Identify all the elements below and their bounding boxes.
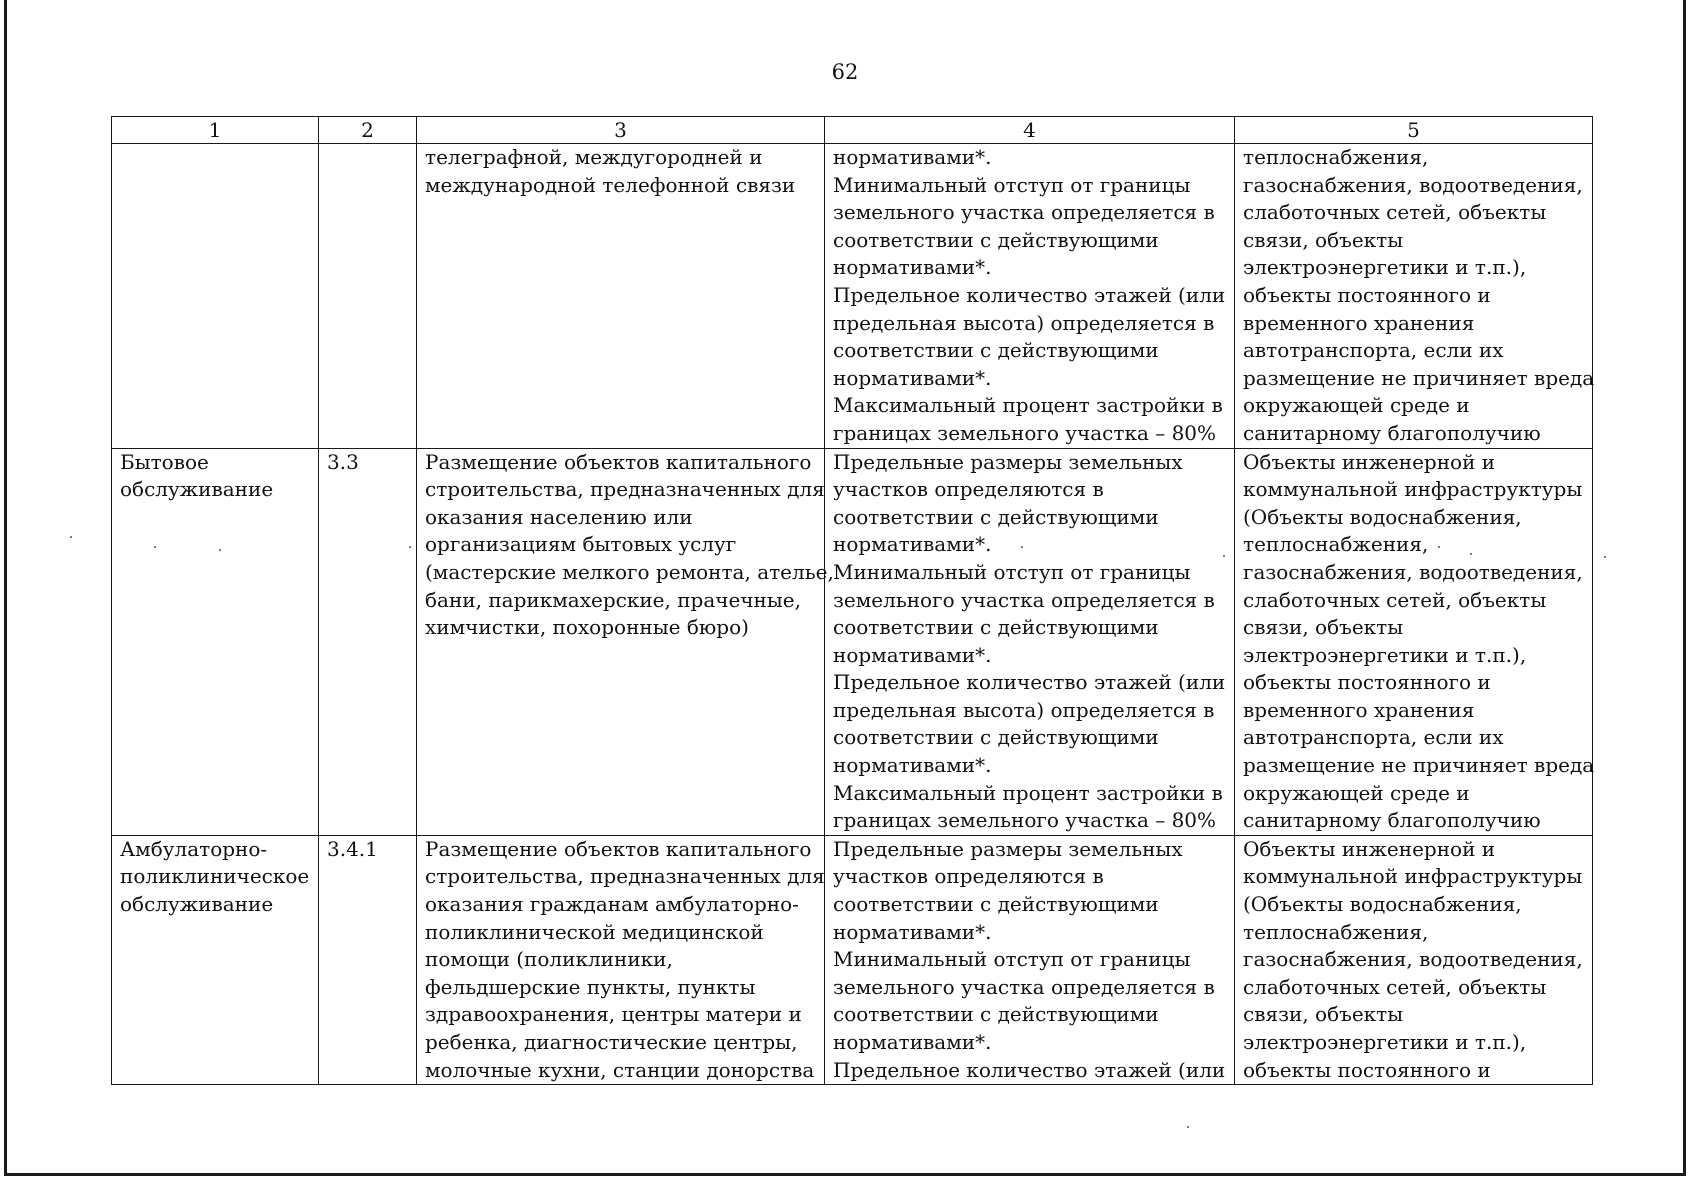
scan-speck	[1223, 555, 1225, 557]
page-number: 62	[831, 60, 859, 84]
scan-speck	[219, 549, 221, 551]
cell-text-line: соответствии с действующими	[833, 504, 1159, 529]
regulations-table	[111, 116, 1593, 1085]
table-body	[112, 144, 1593, 1085]
cell-text-line: коммунальной инфраструктуры	[1243, 864, 1583, 889]
row-outpatient-care	[112, 835, 1593, 1084]
cell-text-line: участков определяются в	[833, 864, 1104, 889]
cell-text-line: размещение не причиняет вреда	[1243, 753, 1595, 778]
cell-text-line: нормативами*.	[833, 532, 992, 557]
cell-text-line: 3.3	[327, 449, 359, 474]
cell-text-line: земельного участка определяется в	[833, 587, 1215, 612]
cell-col-5	[1235, 448, 1593, 835]
cell-col-3	[417, 144, 825, 449]
cell-col-4	[825, 448, 1235, 835]
header-col-1: 1	[112, 117, 319, 144]
scan-speck	[154, 546, 156, 548]
cell-text-line: электроэнергетики и т.п.),	[1243, 1030, 1527, 1054]
cell-text-line: слаботочных сетей, объекты	[1243, 587, 1547, 612]
cell-col-4	[825, 835, 1235, 1084]
cell-text-line: слаботочных сетей, объекты	[1243, 200, 1547, 225]
cell-col-2	[319, 835, 417, 1084]
cell-text-line: оказания гражданам амбулаторно-	[425, 892, 799, 917]
cell-text-line: (Объекты водоснабжения,	[1243, 504, 1522, 529]
cell-text-line: участков определяются в	[833, 477, 1104, 502]
cell-text-line: Минимальный отступ от границы	[833, 172, 1191, 197]
cell-text-line: земельного участка определяется в	[833, 974, 1215, 999]
cell-text-line: теплоснабжения,	[1243, 145, 1429, 169]
cell-text-line: размещение не причиняет вреда	[1243, 365, 1595, 390]
cell-text-line: ребенка, диагностические центры,	[425, 1030, 798, 1054]
cell-text-line: соответствии с действующими	[833, 227, 1159, 252]
cell-text-line: Размещение объектов капитального	[425, 836, 812, 861]
header-col-5: 5	[1235, 117, 1593, 144]
cell-text-line: границах земельного участка – 80%	[833, 420, 1217, 445]
cell-text-line: Объекты инженерной и	[1243, 836, 1496, 861]
cell-text-line: газоснабжения, водоотведения,	[1243, 559, 1583, 584]
cell-text-line: (Объекты водоснабжения,	[1243, 892, 1522, 917]
cell-text-line: временного хранения	[1243, 697, 1475, 722]
cell-text-line: соответствии с действующими	[833, 1002, 1159, 1027]
cell-col-3	[417, 448, 834, 835]
cell-col-4	[825, 144, 1235, 449]
cell-text-line: объекты постоянного и	[1243, 670, 1491, 695]
header-col-2: 2	[319, 117, 417, 144]
scan-speck	[1470, 553, 1472, 555]
cell-text-line: помощи (поликлиники,	[425, 947, 673, 972]
cell-text-line: санитарному благополучию	[1243, 808, 1541, 833]
cell-text-line: нормативами*.	[833, 1030, 992, 1054]
cell-text-line: обслуживание	[120, 477, 274, 502]
cell-text-line: нормативами*.	[833, 365, 992, 390]
cell-text-line: здравоохранения, центры матери и	[425, 1002, 802, 1027]
cell-text-line: Минимальный отступ от границы	[833, 559, 1191, 584]
cell-text-line: строительства, предназначенных для	[425, 477, 825, 502]
cell-text-line: международной телефонной связи	[425, 172, 796, 197]
cell-text-line: соответствии с действующими	[833, 892, 1159, 917]
cell-text-line: фельдшерские пункты, пункты	[425, 974, 756, 999]
scan-speck	[409, 546, 411, 548]
cell-text-line: поликлиническое	[120, 864, 310, 889]
cell-text-line: границах земельного участка – 80%	[833, 808, 1217, 833]
cell-text-line: Предельные размеры земельных	[833, 836, 1183, 861]
cell-col-2	[319, 448, 417, 835]
cell-text-line: телеграфной, междугородней и	[425, 145, 763, 169]
cell-text-line: Предельные размеры земельных	[833, 449, 1183, 474]
cell-text-line: соответствии с действующими	[833, 725, 1159, 750]
cell-text-line: химчистки, похоронные бюро)	[425, 615, 749, 640]
scan-speck	[1021, 546, 1023, 548]
scan-speck	[1438, 546, 1440, 548]
cell-text-line: окружающей среде и	[1243, 780, 1470, 805]
cell-text-line: автотранспорта, если их	[1243, 338, 1504, 363]
cell-text-line: нормативами*.	[833, 919, 992, 944]
cell-text-line: санитарному благополучию	[1243, 420, 1541, 445]
cell-text-line: нормативами*.	[833, 255, 992, 280]
cell-text-line: Размещение объектов капитального	[425, 449, 812, 474]
cell-text-line: связи, объекты	[1243, 1002, 1404, 1027]
cell-text-line: слаботочных сетей, объекты	[1243, 974, 1547, 999]
cell-text-line: предельная высота) определяется в	[833, 697, 1215, 722]
cell-text-line: молочные кухни, станции донорства	[425, 1057, 815, 1082]
scan-speck	[1187, 1126, 1189, 1128]
table-header-row	[112, 117, 1593, 144]
cell-col-1	[112, 835, 319, 1084]
cell-text-line: теплоснабжения,	[1243, 919, 1429, 944]
cell-col-3	[417, 835, 825, 1084]
scan-speck	[1604, 556, 1606, 558]
header-col-4: 4	[825, 117, 1235, 144]
cell-text-line: окружающей среде и	[1243, 393, 1470, 418]
cell-text-line: нормативами*.	[833, 753, 992, 778]
cell-text-line: Амбулаторно-	[120, 836, 268, 861]
cell-text-line: Максимальный процент застройки в	[833, 780, 1223, 805]
cell-text-line: Максимальный процент застройки в	[833, 393, 1223, 418]
cell-text-line: предельная высота) определяется в	[833, 310, 1215, 335]
cell-text-line: организациям бытовых услуг	[425, 532, 737, 557]
cell-text-line: соответствии с действующими	[833, 338, 1159, 363]
cell-text-line: поликлинической медицинской	[425, 919, 764, 944]
cell-text-line: связи, объекты	[1243, 615, 1404, 640]
cell-text-line: коммунальной инфраструктуры	[1243, 477, 1583, 502]
cell-text-line: электроэнергетики и т.п.),	[1243, 255, 1527, 280]
cell-text-line: 3.4.1	[327, 836, 378, 861]
cell-text-line: нормативами*.	[833, 145, 992, 169]
cell-text-line: строительства, предназначенных для	[425, 864, 825, 889]
cell-text-line: Предельное количество этажей (или	[833, 670, 1226, 695]
cell-text-line: Предельное количество этажей (или	[833, 1057, 1226, 1082]
cell-text-line: соответствии с действующими	[833, 615, 1159, 640]
scan-speck	[70, 536, 72, 538]
header-col-3: 3	[417, 117, 825, 144]
cell-text-line: газоснабжения, водоотведения,	[1243, 947, 1583, 972]
cell-text-line: теплоснабжения,	[1243, 532, 1429, 557]
row-continued	[112, 144, 1593, 449]
cell-text-line: объекты постоянного и	[1243, 282, 1491, 307]
cell-text-line: Бытовое	[120, 449, 209, 474]
row-household-services	[112, 448, 1593, 835]
cell-text-line: бани, парикмахерские, прачечные,	[425, 587, 801, 612]
cell-col-1	[112, 448, 319, 835]
cell-text-line: временного хранения	[1243, 310, 1475, 335]
cell-text-line: Минимальный отступ от границы	[833, 947, 1191, 972]
cell-text-line: связи, объекты	[1243, 227, 1404, 252]
cell-text-line: газоснабжения, водоотведения,	[1243, 172, 1583, 197]
cell-text-line: Предельное количество этажей (или	[833, 282, 1226, 307]
cell-text-line: объекты постоянного и	[1243, 1057, 1491, 1082]
cell-col-2	[319, 144, 417, 449]
cell-text-line: автотранспорта, если их	[1243, 725, 1504, 750]
cell-text-line: нормативами*.	[833, 642, 992, 667]
cell-col-5	[1235, 835, 1593, 1084]
cell-col-5	[1235, 144, 1593, 449]
cell-text-line: (мастерские мелкого ремонта, ателье,	[425, 559, 834, 584]
cell-text-line: Объекты инженерной и	[1243, 449, 1496, 474]
cell-col-1	[112, 144, 319, 449]
cell-text-line: электроэнергетики и т.п.),	[1243, 642, 1527, 667]
cell-text-line: земельного участка определяется в	[833, 200, 1215, 225]
cell-text-line: оказания населению или	[425, 504, 693, 529]
cell-text-line: обслуживание	[120, 892, 274, 917]
